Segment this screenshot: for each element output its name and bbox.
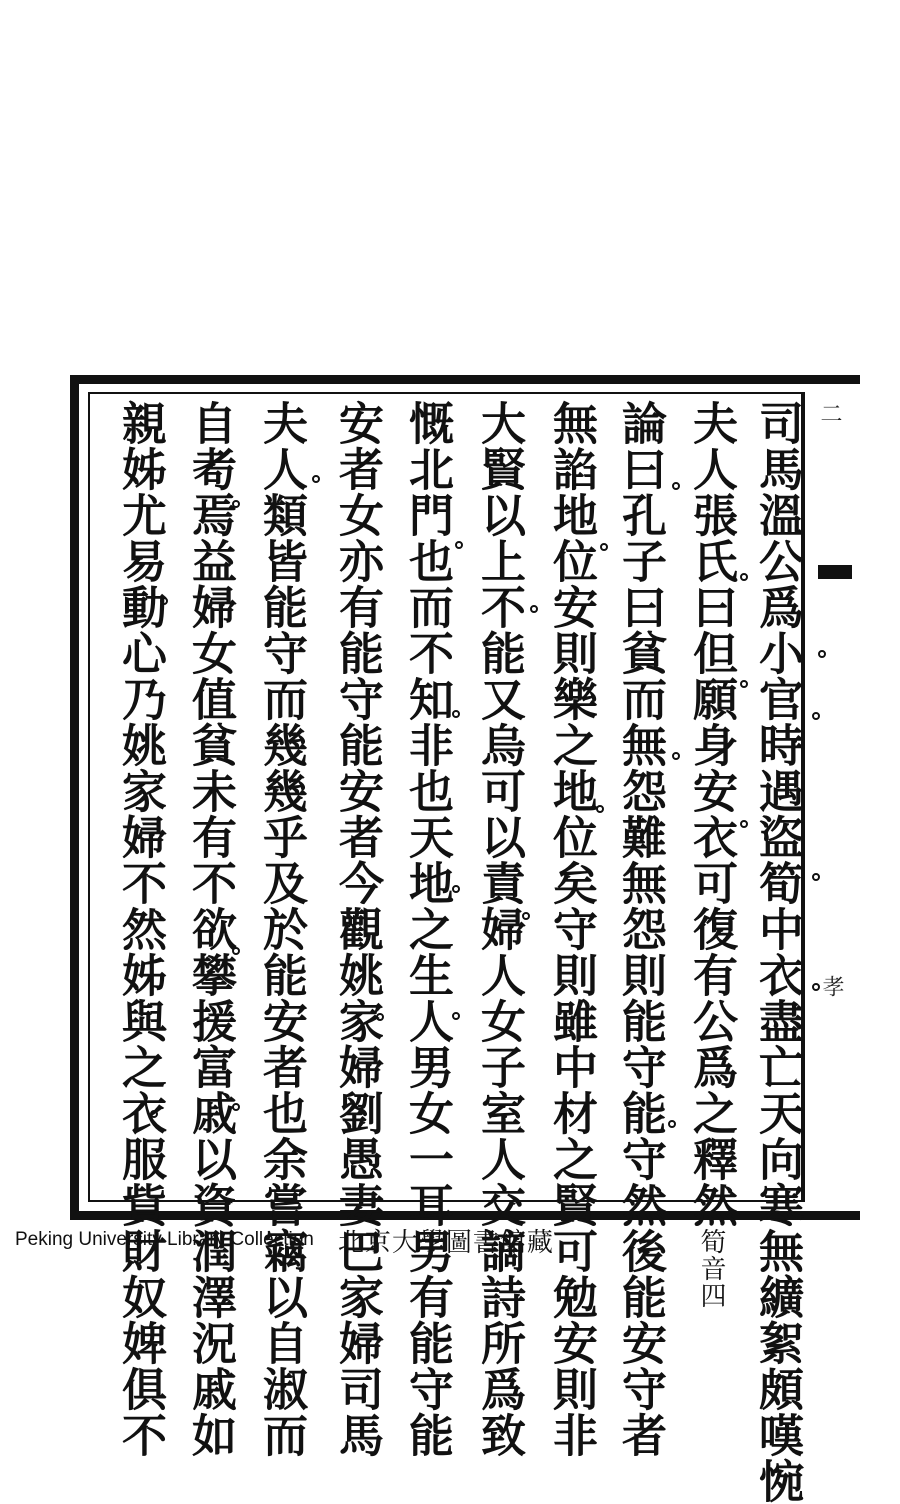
text-column-1: 司馬溫公爲小官時遇盜筍中衣盡亡天向寒無纊絮頗嘆惋 bbox=[751, 400, 804, 1504]
page-center-margin bbox=[803, 392, 850, 1202]
punctuation-mark bbox=[530, 605, 538, 613]
text-column-4: 無諂地位安則樂之地位矣守則雖中材之賢可勉安則非 bbox=[545, 400, 598, 1458]
text-column-5: 大賢以上不能又烏可以責婦人女子室人交謫詩所爲致 bbox=[473, 400, 526, 1458]
punctuation-mark bbox=[312, 475, 320, 483]
punctuation-mark bbox=[452, 1012, 460, 1020]
collection-label-en: Peking University Library Collection bbox=[15, 1229, 314, 1250]
punctuation-mark bbox=[232, 1103, 240, 1111]
punctuation-mark bbox=[376, 1013, 384, 1021]
text-column-6: 慨北門也而不知非也天地之生人男女一耳男有能守能 bbox=[401, 400, 454, 1458]
punctuation-mark bbox=[740, 573, 748, 581]
text-column-8: 夫人類皆能守而幾幾乎及於能安者也余嘗竊以自淑而 bbox=[255, 400, 308, 1458]
punctuation-mark bbox=[452, 710, 460, 718]
punctuation-mark bbox=[600, 543, 608, 551]
punctuation-mark bbox=[812, 712, 820, 720]
punctuation-mark bbox=[232, 500, 240, 508]
punctuation-mark bbox=[812, 983, 820, 991]
collection-label-zh: 北京大學圖書館藏 bbox=[337, 1227, 554, 1258]
collection-footer bbox=[15, 1222, 875, 1258]
text-column-7: 安者女亦有能守能安者今觀姚家婦劉愚妻巴家婦司馬 bbox=[331, 400, 384, 1458]
punctuation-mark bbox=[522, 912, 530, 920]
text-column-2-note: 筍音四 bbox=[696, 1228, 726, 1309]
text-column-2 bbox=[684, 400, 738, 1309]
text-column-9: 自耇焉益婦女值貧未有不欲攀援富戚以資潤澤況戚如 bbox=[184, 400, 237, 1458]
punctuation-mark bbox=[160, 597, 168, 605]
margin-label-top: 二 bbox=[817, 402, 842, 424]
punctuation-mark bbox=[596, 805, 604, 813]
fish-tail-mark bbox=[818, 565, 852, 579]
punctuation-mark bbox=[232, 947, 240, 955]
text-column-10: 親姊尤易動心乃姚家婦不然姊與之衣服貲財奴婢俱不 bbox=[114, 400, 167, 1458]
punctuation-mark bbox=[668, 1120, 676, 1128]
text-column-3: 論曰孔子曰貧而無怨難無怨則能守能守然後能安守者 bbox=[614, 400, 667, 1458]
punctuation-mark bbox=[740, 820, 748, 828]
punctuation-mark bbox=[740, 680, 748, 688]
punctuation-mark bbox=[455, 541, 463, 549]
punctuation-mark bbox=[452, 885, 460, 893]
punctuation-mark bbox=[818, 650, 826, 658]
punctuation-mark bbox=[672, 482, 680, 490]
punctuation-mark bbox=[150, 1110, 158, 1118]
punctuation-mark bbox=[672, 752, 680, 760]
punctuation-mark bbox=[812, 873, 820, 881]
margin-label-bottom: 孝 bbox=[819, 975, 844, 997]
text-column-2-main: 夫人張氏曰但願身安衣可復有公爲之釋然 bbox=[685, 400, 738, 1228]
